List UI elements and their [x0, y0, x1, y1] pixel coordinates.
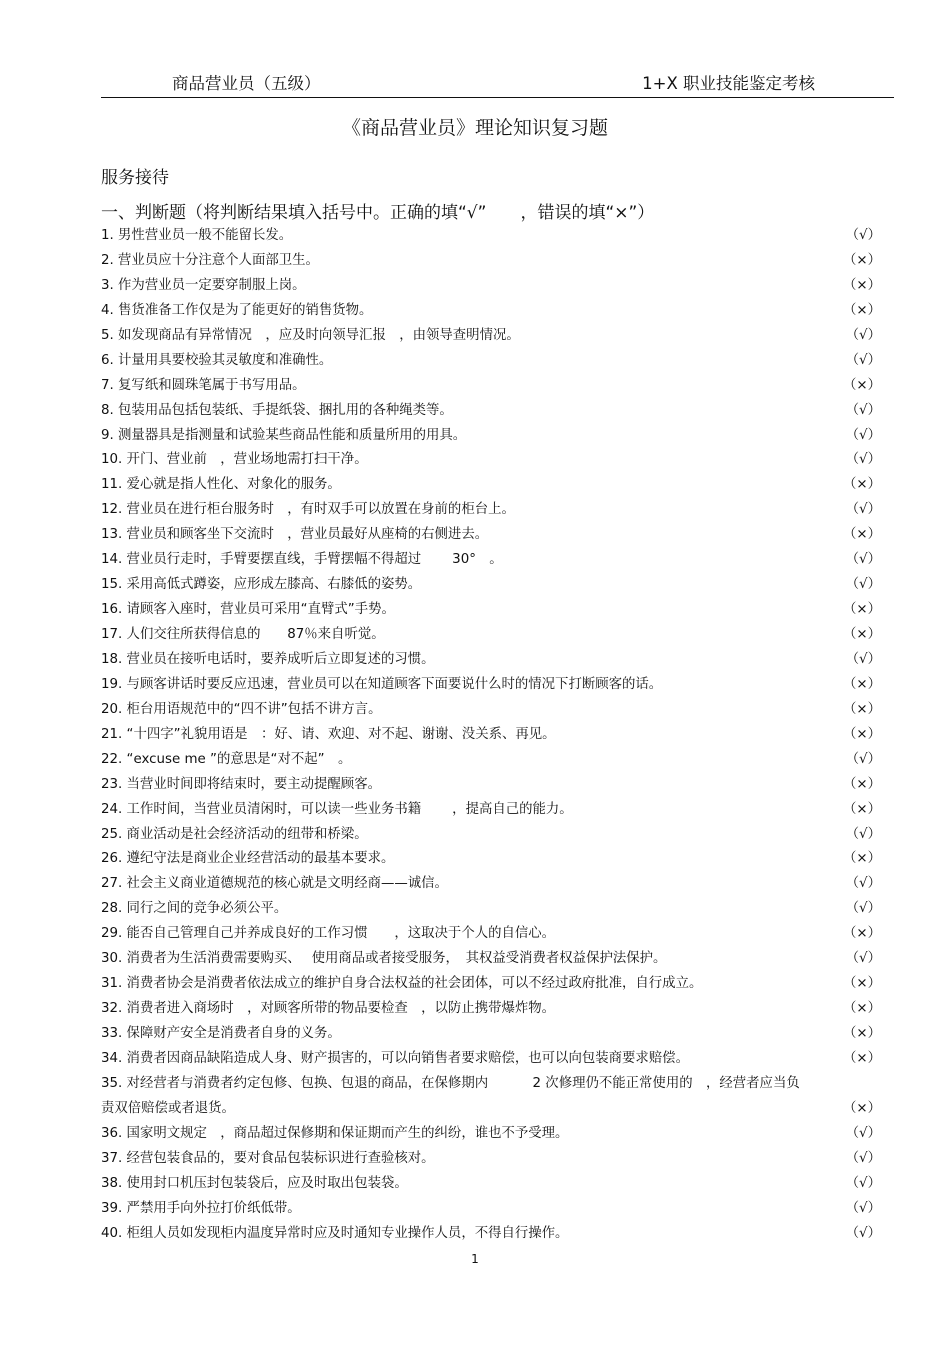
question-text: 15. 采用高低式蹲姿，应形成左膝高、右膝低的姿势。	[101, 577, 422, 593]
question-answer: （×）	[842, 851, 881, 867]
question-list	[101, 224, 891, 1246]
question-text: 28. 同行之间的竞争必须公平。	[101, 901, 288, 917]
question-row	[101, 274, 891, 299]
question-text: 4. 售货准备工作仅是为了能更好的销售货物。	[101, 302, 373, 318]
question-row	[101, 548, 891, 573]
question-text: 35. 对经营者与消费者约定包修、包换、包退的商品，在保修期内 2 次修理仍不能正常使用的 ，经营者应当负 责双倍赔偿或者退货。	[101, 1075, 800, 1116]
question-answer: （√）	[845, 1125, 881, 1141]
question-text: 29. 能否自己管理自己并养成良好的工作习惯 ，这取决于个人的自信心。	[101, 926, 556, 942]
question-row	[101, 424, 891, 449]
question-answer: （×）	[842, 726, 881, 742]
question-row	[101, 748, 891, 773]
question-row	[101, 773, 891, 798]
question-text: 5. 如发现商品有异常情况 ，应及时向领导汇报 ，由领导查明情况。	[101, 327, 520, 343]
question-answer: （×）	[842, 302, 881, 318]
question-answer: （√）	[845, 1175, 881, 1191]
question-text: 18. 营业员在接听电话时，要养成听后立即复述的习惯。	[101, 651, 435, 667]
question-text: 6. 计量用具要校验其灵敏度和准确性。	[101, 352, 333, 368]
question-text: 32. 消费者进入商场时 ，对顾客所带的物品要检查 ，以防止携带爆炸物。	[101, 1001, 556, 1017]
question-row	[101, 299, 891, 324]
question-text: 22. “excuse me ”的意思是“对不起” 。	[101, 751, 352, 767]
question-answer: （√）	[845, 751, 881, 767]
question-text: 21. “十四字”礼貌用语是 ：好、请、欢迎、对不起、谢谢、没关系、再见。	[101, 726, 556, 742]
question-row	[101, 1072, 891, 1122]
question-answer: （√）	[845, 826, 881, 842]
question-answer: （√）	[845, 951, 881, 967]
question-answer: （√）	[845, 327, 881, 343]
question-row	[101, 723, 891, 748]
question-answer: （√）	[845, 651, 881, 667]
question-answer: （×）	[842, 801, 881, 817]
question-text: 25. 商业活动是社会经济活动的纽带和桥梁。	[101, 826, 368, 842]
question-answer: （×）	[842, 527, 881, 543]
question-row	[101, 324, 891, 349]
question-text: 20. 柜台用语规范中的“四不讲”包括不讲方言。	[101, 701, 382, 717]
header-divider	[101, 97, 894, 98]
question-text: 14. 营业员行走时，手臂要摆直线，手臂摆幅不得超过 30° 。	[101, 552, 503, 568]
question-answer: （×）	[842, 701, 881, 717]
question-text: 8. 包装用品包括包装纸、手提纸袋、捆扎用的各种绳类等。	[101, 402, 453, 418]
question-answer: （×）	[842, 602, 881, 618]
question-row	[101, 1197, 891, 1222]
question-text: 13. 营业员和顾客坐下交流时 ，营业员最好从座椅的右侧进去。	[101, 527, 489, 543]
question-row	[101, 922, 891, 947]
question-row	[101, 897, 891, 922]
question-answer: （×）	[842, 477, 881, 493]
question-text: 39. 严禁用手向外拉打价纸低带。	[101, 1200, 301, 1216]
question-answer: （×）	[842, 627, 881, 642]
question-row	[101, 872, 891, 897]
question-answer: （×）	[842, 1050, 881, 1066]
header-right-title: 1+X 职业技能鉴定考核	[642, 74, 815, 93]
question-row	[101, 972, 891, 997]
question-row	[101, 399, 891, 424]
question-text: 19. 与顾客讲话时要反应迅速，营业员可以在知道顾客下面要说什么时的情况下打断顾客的话。	[101, 676, 663, 692]
question-answer: （√）	[845, 1200, 881, 1216]
question-row	[101, 847, 891, 872]
question-row	[101, 448, 891, 473]
question-answer: （√）	[845, 552, 881, 568]
question-text: 16. 请顾客入座时，营业员可采用“直臂式”手势。	[101, 602, 395, 618]
question-answer: （×）	[842, 277, 881, 293]
header-left-title: 商品营业员（五级）	[172, 74, 321, 93]
question-row	[101, 1172, 891, 1197]
question-text: 36. 国家明文规定 ，商品超过保修期和保证期而产生的纠纷，谁也不予受理。	[101, 1125, 569, 1141]
question-answer: （×）	[842, 776, 881, 792]
question-row	[101, 374, 891, 399]
document-title: 《商品营业员》理论知识复习题	[341, 117, 608, 139]
question-answer: （×）	[842, 252, 881, 268]
question-row	[101, 249, 891, 274]
question-answer: （×）	[842, 1026, 881, 1041]
question-row	[101, 573, 891, 598]
question-text: 34. 消费者因商品缺陷造成人身、财产损害的，可以向销售者要求赔偿，也可以向包装商要求赔偿。	[101, 1050, 689, 1066]
question-row	[101, 1022, 891, 1047]
question-answer: （×）	[842, 377, 881, 393]
page-number: 1	[471, 1252, 479, 1266]
question-row	[101, 473, 891, 498]
section-heading: 服务接待	[101, 168, 169, 188]
question-answer: （√）	[845, 352, 881, 368]
question-row	[101, 1122, 891, 1147]
question-row	[101, 1222, 891, 1247]
question-row	[101, 1047, 891, 1072]
question-row	[101, 947, 891, 972]
question-answer: （×）	[842, 1100, 881, 1116]
question-answer: （√）	[845, 228, 881, 243]
question-row	[101, 523, 891, 548]
question-text: 24. 工作时间，当营业员清闲时，可以读一些业务书籍 ，提高自己的能力。	[101, 801, 573, 817]
question-answer: （√）	[845, 1225, 881, 1241]
question-text: 10. 开门、营业前 ，营业场地需打扫干净。	[101, 452, 368, 468]
question-row	[101, 997, 891, 1022]
question-text: 26. 遵纪守法是商业企业经营活动的最基本要求。	[101, 851, 395, 867]
question-row	[101, 648, 891, 673]
question-text: 1. 男性营业员一般不能留长发。	[101, 228, 293, 243]
question-row	[101, 673, 891, 698]
question-text: 12. 营业员在进行柜台服务时 ，有时双手可以放置在身前的柜台上。	[101, 502, 515, 518]
question-text: 31. 消费者协会是消费者依法成立的维护自身合法权益的社会团体，可以不经过政府批准，自行成立。	[101, 976, 703, 992]
question-answer: （√）	[845, 402, 881, 418]
question-answer: （×）	[842, 1001, 881, 1017]
question-text: 27. 社会主义商业道德规范的核心就是文明经商——诚信。	[101, 876, 448, 892]
question-answer: （√）	[845, 577, 881, 593]
question-answer: （×）	[842, 676, 881, 692]
question-text: 37. 经营包装食品的，要对食品包装标识进行查验核对。	[101, 1150, 435, 1166]
question-text: 40. 柜组人员如发现柜内温度异常时应及时通知专业操作人员，不得自行操作。	[101, 1225, 569, 1241]
question-text: 3. 作为营业员一定要穿制服上岗。	[101, 277, 306, 293]
question-text: 38. 使用封口机压封包装袋后，应及时取出包装袋。	[101, 1175, 408, 1191]
question-answer: （√）	[845, 901, 881, 917]
question-answer: （√）	[845, 876, 881, 892]
question-text: 33. 保障财产安全是消费者自身的义务。	[101, 1026, 341, 1041]
part-heading: 一、判断题（将判断结果填入括号中。正确的填“√” ，错误的填“×”）	[101, 203, 655, 223]
question-text: 11. 爱心就是指人性化、对象化的服务。	[101, 477, 341, 493]
question-row	[101, 498, 891, 523]
question-row	[101, 598, 891, 623]
question-row	[101, 349, 891, 374]
question-row	[101, 623, 891, 648]
question-row	[101, 1147, 891, 1172]
question-answer: （√）	[845, 1150, 881, 1166]
question-text: 2. 营业员应十分注意个人面部卫生。	[101, 252, 319, 268]
question-row	[101, 698, 891, 723]
question-text: 23. 当营业时间即将结束时，要主动提醒顾客。	[101, 776, 381, 792]
question-text: 7. 复写纸和圆珠笔属于书写用品。	[101, 377, 306, 393]
question-answer: （√）	[845, 502, 881, 518]
question-text: 30. 消费者为生活消费需要购买、 使用商品或者接受服务， 其权益受消费者权益保护法保护。	[101, 951, 667, 967]
question-answer: （×）	[842, 976, 881, 992]
question-row	[101, 224, 891, 249]
question-answer: （×）	[842, 926, 881, 942]
question-row	[101, 798, 891, 823]
question-row	[101, 823, 891, 848]
question-text: 17. 人们交往所获得信息的 87％来自听觉。	[101, 627, 385, 642]
question-answer: （√）	[845, 452, 881, 468]
question-text: 9. 测量器具是指测量和试验某些商品性能和质量所用的用具。	[101, 427, 467, 443]
question-answer: （√）	[845, 427, 881, 443]
